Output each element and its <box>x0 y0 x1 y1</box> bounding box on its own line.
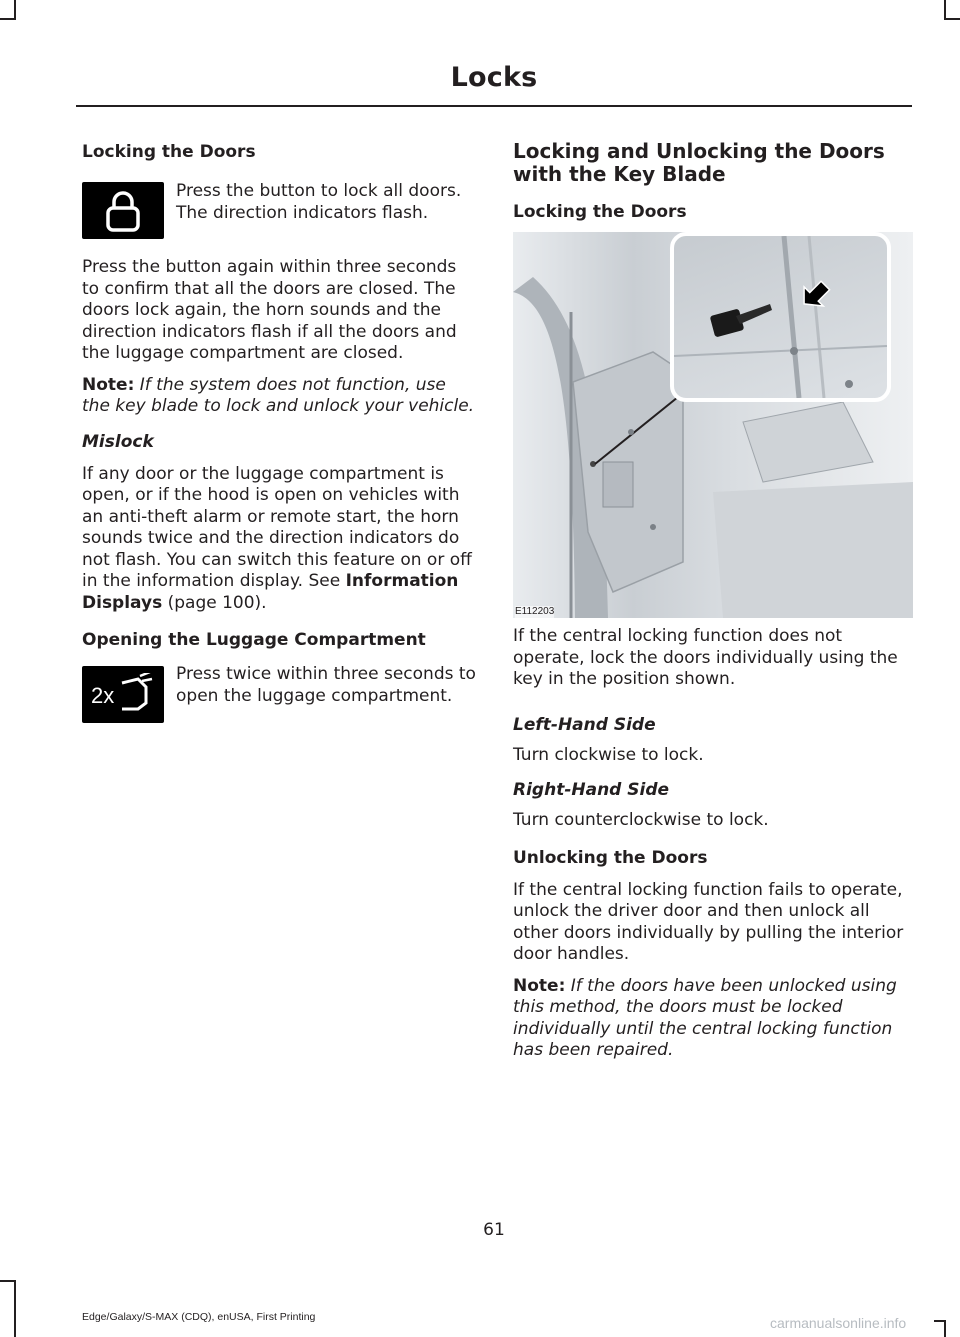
note-unlocking <box>513 976 913 1062</box>
subheading-left-hand-side: Left-Hand Side <box>513 714 656 735</box>
padlock-icon <box>82 182 164 239</box>
paragraph-confirm-lock: Press the button again within three seconds to confirm that all the doors are closed. The doors lock again, the horn sounds and the direction indicators flash if all the doors and the luggage compartment are closed. <box>82 257 457 363</box>
watermark: carmanualsonline.info <box>770 1315 907 1331</box>
note-text: If the system does not function, use the key blade to lock and unlock your vehicle. <box>82 374 475 416</box>
inset-zoom <box>670 232 891 402</box>
left-hand-side-text: Turn clockwise to lock. <box>513 744 704 765</box>
edition-footer: Edge/Galaxy/S-MAX (CDQ), enUSA, First Printing <box>82 1311 316 1323</box>
header-rule <box>76 105 912 107</box>
door-lock-illustration <box>513 232 913 618</box>
mislock-text: If any door or the luggage compartment is open, or if the hood is open on vehicles with an anti-theft alarm or remote start, the horn sounds twice and the direction indicators do not flash. You can switch this feature on or off in the information display. See <box>82 463 472 591</box>
crop-mark <box>14 0 16 20</box>
luggage-instruction <box>82 666 478 723</box>
tailgate-2x-icon <box>82 666 164 723</box>
subheading-right-hand-side: Right-Hand Side <box>513 780 670 800</box>
crop-mark <box>934 1320 946 1322</box>
crop-mark <box>0 1280 16 1282</box>
figure-caption: If the central locking function does not operate, lock the doors individually using the key in the position shown. <box>513 626 898 689</box>
crop-mark <box>0 18 16 20</box>
lock-instruction-text: Press the button to lock all doors. The direction indicators flash. <box>176 181 462 223</box>
crop-mark <box>944 18 960 20</box>
information-displays-link[interactable]: Information Displays <box>82 571 459 613</box>
lock-instruction <box>82 182 478 239</box>
crop-mark <box>944 0 946 20</box>
right-column <box>513 140 913 1062</box>
note-text: If the doors have been unlocked using this method, the doors must be locked individually until the central locking function has been repaired. <box>513 975 897 1060</box>
section-heading-key-blade: Locking and Unlocking the Doors with the Key Blade <box>513 139 885 186</box>
section-heading-locking: Locking the Doors <box>82 142 256 162</box>
figure-code: E112203 <box>515 606 555 617</box>
paragraph-mislock <box>82 464 478 615</box>
note-label: Note: <box>513 975 566 996</box>
page-title: Locks <box>450 62 538 93</box>
left-column <box>82 140 478 723</box>
unlocking-text: If the central locking function fails to operate, unlock the driver door and then unlock all other doors individually by pulling the interior door handles. <box>513 879 904 964</box>
note-key-blade <box>82 375 478 418</box>
tailgate-2x-label: 2x <box>91 682 115 708</box>
page-reference: (page 100). <box>167 592 267 613</box>
section-heading-luggage: Opening the Luggage Compartment <box>82 630 426 650</box>
section-heading-mislock: Mislock <box>82 431 154 452</box>
subheading-unlocking: Unlocking the Doors <box>513 847 708 868</box>
crop-mark <box>944 1320 946 1337</box>
right-hand-side-text: Turn counterclockwise to lock. <box>513 810 769 830</box>
luggage-instruction-text: Press twice within three seconds to open the luggage compartment. <box>176 664 476 706</box>
crop-mark <box>14 1280 16 1337</box>
page-number: 61 <box>483 1220 505 1240</box>
note-label: Note: <box>82 374 135 395</box>
subheading-locking: Locking the Doors <box>513 202 687 222</box>
